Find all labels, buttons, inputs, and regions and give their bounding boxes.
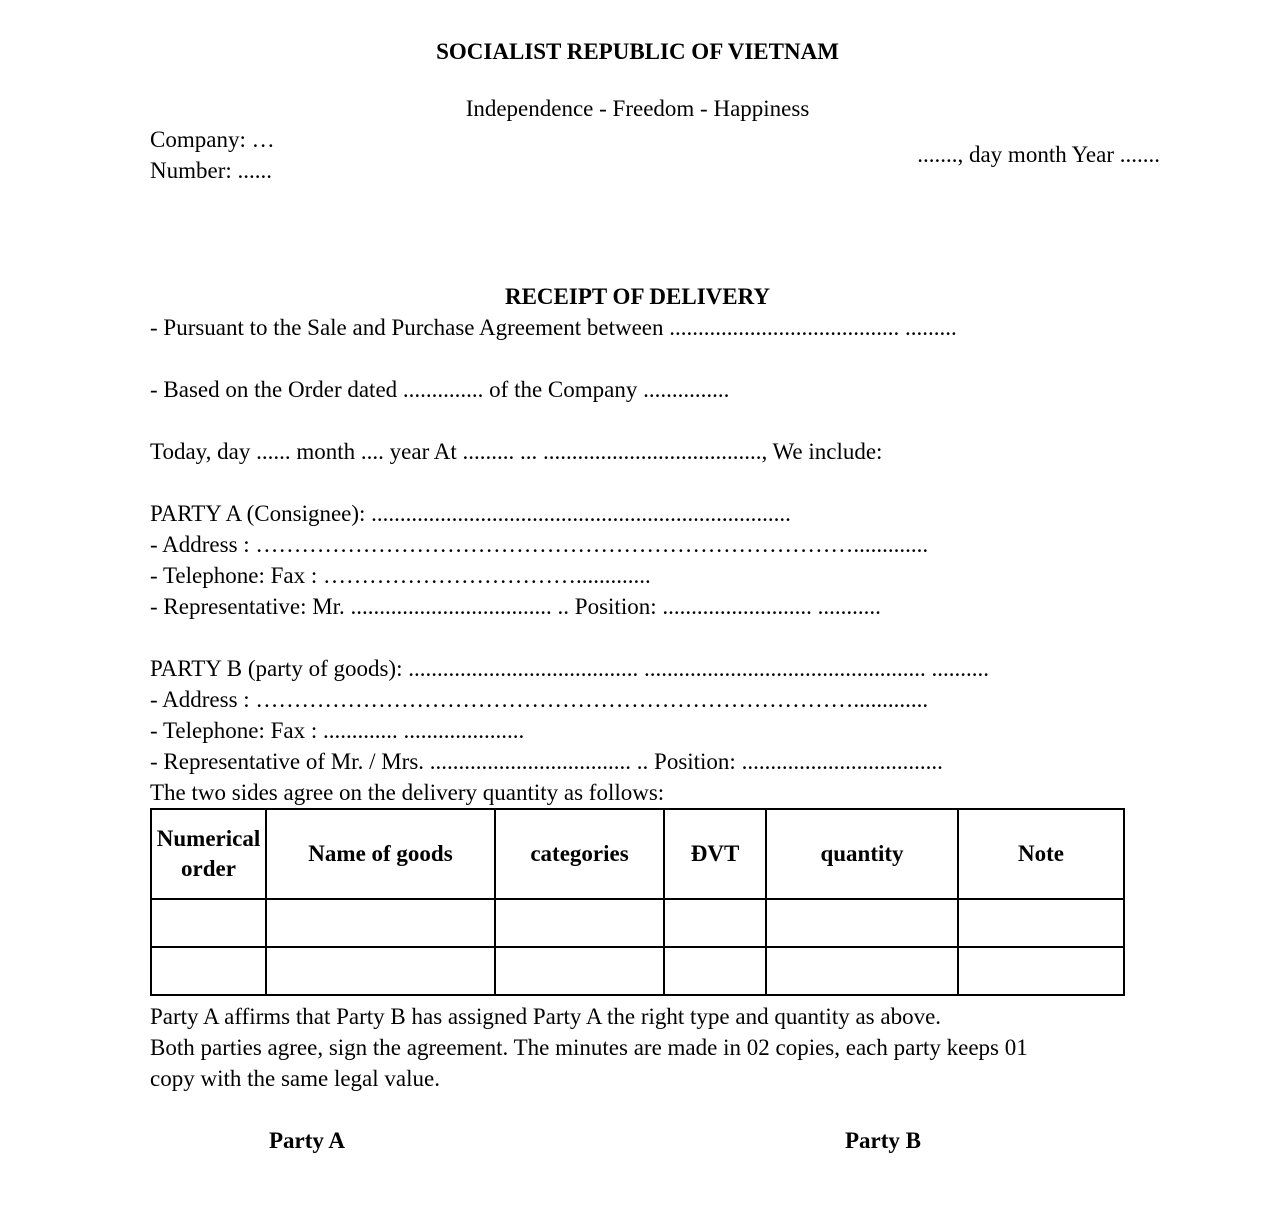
affirm-line: Party A affirms that Party B has assigned Party A the right type and quantity as above. bbox=[150, 1004, 942, 1029]
party-b-signature-label: Party B bbox=[845, 1128, 922, 1153]
number-field: Number: ...... bbox=[150, 158, 273, 183]
table-cell[interactable] bbox=[958, 947, 1124, 995]
agree-intro: The two sides agree on the delivery quantity as follows: bbox=[150, 780, 665, 805]
col-categories: categories bbox=[495, 809, 664, 899]
goods-table bbox=[150, 808, 1125, 996]
table-cell[interactable] bbox=[766, 899, 958, 947]
sign-line-1: Both parties agree, sign the agreement. The minutes are made in 02 copies, each party keeps 01 bbox=[150, 1035, 1028, 1060]
table-cell[interactable] bbox=[495, 947, 664, 995]
table-cell[interactable] bbox=[664, 947, 766, 995]
company-field: Company: … bbox=[150, 127, 275, 152]
table-cell[interactable] bbox=[766, 947, 958, 995]
party-a-representative: - Representative: Mr. ................................... .. Position: .......................... ........... bbox=[150, 594, 881, 619]
table-cell[interactable] bbox=[266, 947, 495, 995]
party-b-phone: - Telephone: Fax : ............. ..................... bbox=[150, 718, 525, 743]
table-header-row bbox=[151, 809, 1124, 899]
table-row bbox=[151, 947, 1124, 995]
col-unit: ĐVT bbox=[664, 809, 766, 899]
table-cell[interactable] bbox=[958, 899, 1124, 947]
col-name-of-goods: Name of goods bbox=[266, 809, 495, 899]
today-line: Today, day ...... month .... year At ......... ... ......................................, We include: bbox=[150, 439, 883, 464]
motto: Independence - Freedom - Happiness bbox=[465, 96, 810, 121]
pursuant-line: - Pursuant to the Sale and Purchase Agreement between ........................................ ......... bbox=[150, 315, 957, 340]
col-quantity: quantity bbox=[766, 809, 958, 899]
col-numerical-order: Numerical order bbox=[151, 809, 266, 899]
table-cell[interactable] bbox=[151, 899, 266, 947]
party-a-heading: PARTY A (Consignee): ......................................................................... bbox=[150, 501, 791, 526]
col-note: Note bbox=[958, 809, 1124, 899]
party-b-representative: - Representative of Mr. / Mrs. ................................... .. Position: ................................... bbox=[150, 749, 943, 774]
sign-line-2: copy with the same legal value. bbox=[150, 1066, 440, 1091]
table-cell[interactable] bbox=[495, 899, 664, 947]
party-b-heading: PARTY B (party of goods): ........................................ ................................................. .......... bbox=[150, 656, 989, 681]
party-b-address: - Address : ……………………………………………………………………............. bbox=[150, 687, 929, 712]
party-a-address: - Address : ……………………………………………………………………............. bbox=[150, 532, 929, 557]
table-cell[interactable] bbox=[664, 899, 766, 947]
country-heading: SOCIALIST REPUBLIC OF VIETNAM bbox=[436, 39, 839, 64]
table-cell[interactable] bbox=[266, 899, 495, 947]
based-on-line: - Based on the Order dated .............. of the Company ............... bbox=[150, 377, 730, 402]
party-a-phone: - Telephone: Fax : ……………………………............. bbox=[150, 563, 651, 588]
date-field: ......., day month Year ....... bbox=[917, 142, 1160, 167]
party-a-signature-label: Party A bbox=[269, 1128, 346, 1153]
document-title: RECEIPT OF DELIVERY bbox=[504, 284, 771, 309]
table-row bbox=[151, 899, 1124, 947]
table-cell[interactable] bbox=[151, 947, 266, 995]
